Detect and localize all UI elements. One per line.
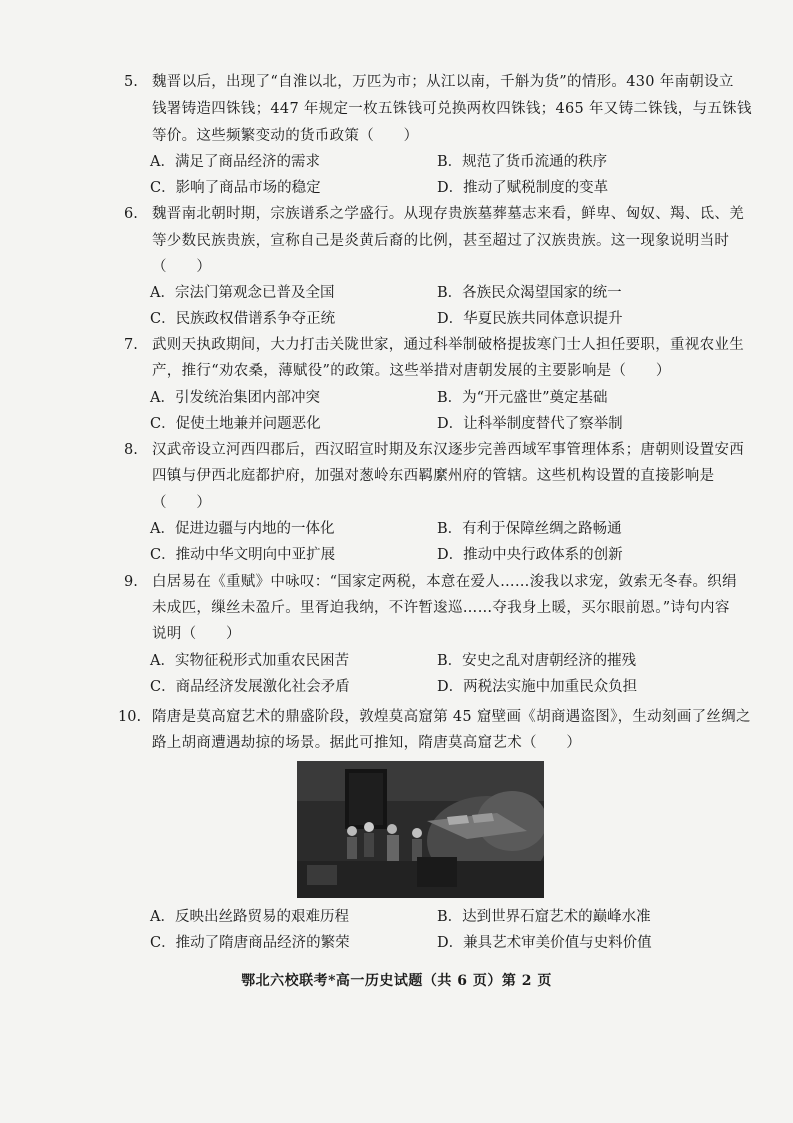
question-text-line: 白居易在《重赋》中咏叹：“国家定两税，本意在爱人……浚我以求宠，敛索无冬春。织绢 <box>152 574 737 590</box>
question-number: 8. <box>124 442 138 458</box>
option-b[interactable]: B．各族民众渴望国家的统一 <box>437 285 622 301</box>
option-c[interactable]: C．民族政权借谱系争夺正统 <box>150 311 336 327</box>
option-d[interactable]: D．推动中央行政体系的创新 <box>437 547 623 563</box>
option-a[interactable]: A．引发统治集团内部冲突 <box>150 390 320 406</box>
mural-image <box>297 761 544 898</box>
question-text-line: 魏晋南北朝时期，宗族谱系之学盛行。从现存贵族墓葬墓志来看，鲜卑、匈奴、羯、氐、羌 <box>152 206 744 222</box>
question-text-line: 等少数民族贵族，宣称自己是炎黄后裔的比例，甚至超过了汉族贵族。这一现象说明当时 <box>152 233 730 249</box>
option-a[interactable]: A．满足了商品经济的需求 <box>150 154 320 170</box>
option-b[interactable]: B．为“开元盛世”奠定基础 <box>437 390 608 406</box>
option-c[interactable]: C．推动中华文明向中亚扩展 <box>150 547 336 563</box>
option-a[interactable]: A．促进边疆与内地的一体化 <box>150 521 335 537</box>
question-text-line: 四镇与伊西北庭都护府，加强对葱岭东西羁縻州府的管辖。这些机构设置的直接影响是 <box>152 468 715 484</box>
question-text-line: 武则天执政期间，大力打击关陇世家，通过科举制破格提拔寒门士人担任要职，重视农业生 <box>152 337 744 353</box>
option-c[interactable]: C．促使土地兼并问题恶化 <box>150 416 321 432</box>
page-footer: 鄂北六校联考*高一历史试题（共 6 页）第 2 页 <box>241 973 552 989</box>
question-text-line: 未成匹，缫丝未盈斤。里胥迫我纳，不许暂逡巡……夺我身上暖，买尔眼前恩。”诗句内容 <box>152 600 730 616</box>
option-a[interactable]: A．宗法门第观念已普及全国 <box>150 285 335 301</box>
question-number: 10. <box>118 709 142 725</box>
option-d[interactable]: D．兼具艺术审美价值与史料价值 <box>437 935 652 951</box>
question-number: 6. <box>124 206 138 222</box>
question-text-line: 产，推行“劝农桑，薄赋役”的政策。这些举措对唐朝发展的主要影响是（ ） <box>152 363 671 379</box>
question-text-line: （ ） <box>152 495 212 511</box>
option-b[interactable]: B．规范了货币流通的秩序 <box>437 154 608 170</box>
question-text-line: 说明（ ） <box>152 626 241 642</box>
option-b[interactable]: B．有利于保障丝绸之路畅通 <box>437 521 622 537</box>
option-c[interactable]: C．推动了隋唐商品经济的繁荣 <box>150 935 350 951</box>
mural-photo <box>297 761 544 898</box>
question-number: 7. <box>124 337 138 353</box>
option-a[interactable]: A．实物征税形式加重农民困苦 <box>150 653 349 669</box>
question-text-line: 隋唐是莫高窟艺术的鼎盛阶段，敦煌莫高窟第 45 窟壁画《胡商遇盗图》，生动刻画了丝绸之 <box>152 709 751 725</box>
option-d[interactable]: D．推动了赋税制度的变革 <box>437 180 609 196</box>
option-c[interactable]: C．影响了商品市场的稳定 <box>150 180 321 196</box>
question-text-line: （ ） <box>152 259 212 275</box>
option-b[interactable]: B．安史之乱对唐朝经济的摧残 <box>437 653 637 669</box>
option-a[interactable]: A．反映出丝路贸易的艰难历程 <box>150 909 349 925</box>
option-b[interactable]: B．达到世界石窟艺术的巅峰水准 <box>437 909 651 925</box>
question-text-line: 等价。这些频繁变动的货币政策（ ） <box>152 128 419 144</box>
question-number: 9. <box>124 574 138 590</box>
question-number: 5. <box>124 74 138 90</box>
option-d[interactable]: D．让科举制度替代了察举制 <box>437 416 623 432</box>
option-c[interactable]: C．商品经济发展激化社会矛盾 <box>150 679 350 695</box>
question-text-line: 汉武帝设立河西四郡后，西汉昭宣时期及东汉逐步完善西域军事管理体系；唐朝则设置安西 <box>152 442 744 458</box>
question-text-line: 路上胡商遭遇劫掠的场景。据此可推知，隋唐莫高窟艺术（ ） <box>152 735 582 751</box>
question-text-line: 魏晋以后，出现了“自淮以北，万匹为市；从江以南，千斛为货”的情形。430 年南朝设立 <box>152 74 734 90</box>
question-text-line: 钱署铸造四铢钱；447 年规定一枚五铢钱可兑换两枚四铢钱；465 年又铸二铢钱，与五铢钱 <box>152 101 752 117</box>
option-d[interactable]: D．华夏民族共同体意识提升 <box>437 311 623 327</box>
option-d[interactable]: D．两税法实施中加重民众负担 <box>437 679 638 695</box>
